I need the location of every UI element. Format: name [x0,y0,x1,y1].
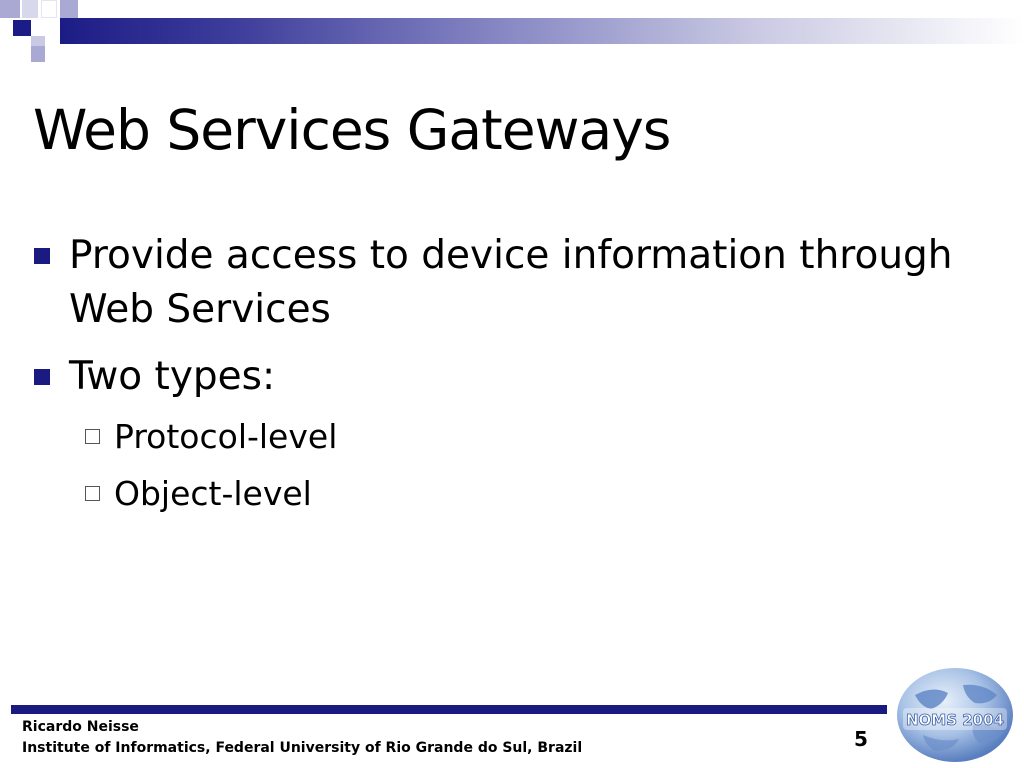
globe-logo-icon [893,665,1017,765]
deco-square [13,20,31,36]
header-gradient-bar [60,18,1024,44]
logo-text: NOMS 2004 [905,711,1005,729]
bullet-text-line: Provide access to device information through [69,233,953,278]
hollow-square-bullet-icon [85,486,100,501]
deco-square [31,46,45,62]
deco-square [0,0,20,18]
sub-bullet-text: Object-level [114,474,312,513]
deco-square [41,0,57,18]
deco-square [41,20,59,36]
deco-square [60,0,78,18]
footer-institution: Institute of Informatics, Federal University of Rio Grande do Sul, Brazil [22,740,583,756]
hollow-square-bullet-icon [85,429,100,444]
sub-bullet-text: Protocol-level [114,417,338,456]
footer-author: Ricardo Neisse [22,719,139,735]
square-bullet-icon [34,369,50,385]
deco-square [31,36,45,46]
footer-bar [11,705,887,714]
bullet-text: Two types: [69,354,276,399]
square-bullet-icon [34,248,50,264]
slide-title: Web Services Gateways [33,98,671,162]
deco-square [22,0,38,18]
bullet-text-line: Web Services [69,287,331,332]
page-number: 5 [854,727,868,751]
